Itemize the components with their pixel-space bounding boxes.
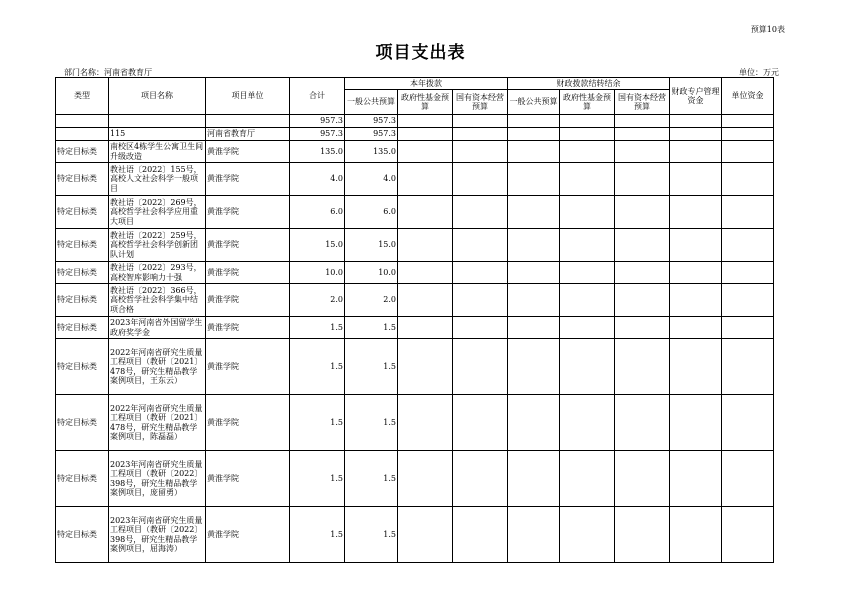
cell-total: 1.5 — [290, 317, 345, 339]
table-row — [56, 395, 774, 451]
cell-type: 特定目标类 — [56, 141, 109, 163]
cell-project-name — [109, 115, 206, 128]
cell-empty — [670, 262, 722, 284]
project-name-text: 教社语〔2022〕366号，高校哲学社会科学集中结项合格 — [110, 286, 202, 314]
table-row — [56, 115, 774, 128]
cell-empty — [722, 128, 774, 141]
cell-empty — [508, 163, 560, 196]
cell-empty — [398, 115, 453, 128]
table-row — [56, 196, 774, 229]
cell-empty — [560, 395, 615, 451]
cell-project-name — [109, 229, 206, 262]
col-group-current-year: 本年拨款 — [345, 78, 508, 90]
project-name-text: 2023年河南省研究生质量工程项目（教研〔2022〕398号，研究生精品教学案例项目，庞留勇） — [110, 460, 203, 497]
cell-empty — [508, 451, 560, 507]
cell-project-unit: 黄淮学院 — [206, 507, 290, 563]
project-name-text: 教社语〔2022〕269号，高校哲学社会科学应用重大项目 — [110, 198, 202, 226]
cell-empty — [398, 196, 453, 229]
cell-empty — [508, 229, 560, 262]
cell-empty — [560, 196, 615, 229]
cell-project-name — [109, 163, 206, 196]
cell-empty — [398, 317, 453, 339]
cell-total: 135.0 — [290, 141, 345, 163]
cell-type: 特定目标类 — [56, 163, 109, 196]
cell-empty — [453, 507, 508, 563]
cell-general-budget: 1.5 — [345, 395, 398, 451]
cell-general-budget: 1.5 — [345, 507, 398, 563]
cell-general-budget: 2.0 — [345, 284, 398, 317]
cell-empty — [453, 229, 508, 262]
cell-empty — [560, 339, 615, 395]
cell-project-unit: 黄淮学院 — [206, 196, 290, 229]
cell-project-unit: 黄淮学院 — [206, 317, 290, 339]
cell-empty — [722, 115, 774, 128]
cell-project-name — [109, 196, 206, 229]
cell-empty — [670, 115, 722, 128]
table-row — [56, 317, 774, 339]
cell-type: 特定目标类 — [56, 196, 109, 229]
cell-empty — [670, 395, 722, 451]
cell-empty — [560, 507, 615, 563]
cell-empty — [508, 395, 560, 451]
cell-total: 10.0 — [290, 262, 345, 284]
cell-empty — [398, 284, 453, 317]
cell-general-budget: 1.5 — [345, 451, 398, 507]
cell-empty — [722, 196, 774, 229]
department-name: 河南省教育厅 — [104, 68, 152, 77]
page-code: 预算10表 — [750, 25, 785, 34]
cell-project-unit: 黄淮学院 — [206, 229, 290, 262]
col-gov-fund-carryover: 政府性基金预算 — [560, 90, 615, 115]
cell-empty — [398, 262, 453, 284]
cell-empty — [560, 229, 615, 262]
cell-empty — [453, 163, 508, 196]
cell-type: 特定目标类 — [56, 229, 109, 262]
cell-type: 特定目标类 — [56, 317, 109, 339]
cell-empty — [670, 229, 722, 262]
cell-empty — [453, 128, 508, 141]
project-name-text: 教社语〔2022〕259号，高校哲学社会科学创新团队计划 — [110, 231, 202, 259]
project-name-text: 教社语〔2022〕155号，高校人文社会科学一般项目 — [110, 165, 202, 193]
cell-total: 6.0 — [290, 196, 345, 229]
cell-empty — [722, 262, 774, 284]
cell-project-name — [109, 395, 206, 451]
cell-empty — [670, 507, 722, 563]
table-row — [56, 128, 774, 141]
cell-general-budget: 957.3 — [345, 128, 398, 141]
cell-empty — [670, 317, 722, 339]
unit-label: 单位：万元 — [739, 68, 779, 77]
cell-empty — [398, 163, 453, 196]
cell-general-budget: 1.5 — [345, 317, 398, 339]
cell-type: 特定目标类 — [56, 339, 109, 395]
project-name-text: 2022年河南省研究生质量工程项目（教研〔2021〕478号，研究生精品教学案例项目，王东云） — [110, 348, 203, 385]
cell-empty — [615, 262, 670, 284]
project-name-text: 115 — [110, 129, 126, 139]
cell-empty — [722, 451, 774, 507]
cell-empty — [508, 284, 560, 317]
cell-type — [56, 128, 109, 141]
cell-empty — [670, 141, 722, 163]
project-name-text: 2022年河南省研究生质量工程项目（教研〔2021〕478号，研究生精品教学案例项目，陈磊磊） — [110, 404, 203, 441]
cell-empty — [398, 229, 453, 262]
cell-empty — [615, 141, 670, 163]
cell-project-unit: 黄淮学院 — [206, 339, 290, 395]
cell-type: 特定目标类 — [56, 395, 109, 451]
cell-type: 特定目标类 — [56, 284, 109, 317]
cell-general-budget: 15.0 — [345, 229, 398, 262]
cell-project-name — [109, 128, 206, 141]
cell-general-budget: 1.5 — [345, 339, 398, 395]
cell-empty — [508, 115, 560, 128]
cell-empty — [453, 196, 508, 229]
cell-empty — [453, 395, 508, 451]
cell-empty — [615, 284, 670, 317]
col-special-fund: 财政专户管理资金 — [670, 78, 722, 115]
cell-empty — [722, 163, 774, 196]
cell-project-unit: 黄淮学院 — [206, 262, 290, 284]
cell-empty — [722, 339, 774, 395]
cell-total: 2.0 — [290, 284, 345, 317]
cell-type: 特定目标类 — [56, 262, 109, 284]
cell-empty — [398, 339, 453, 395]
department-label-text: 部门名称： — [64, 68, 104, 77]
cell-type — [56, 115, 109, 128]
cell-empty — [615, 451, 670, 507]
cell-empty — [722, 317, 774, 339]
cell-general-budget: 6.0 — [345, 196, 398, 229]
cell-empty — [560, 451, 615, 507]
page-title: 项目支出表 — [375, 43, 466, 63]
table-row — [56, 339, 774, 395]
cell-empty — [615, 196, 670, 229]
cell-total: 957.3 — [290, 115, 345, 128]
cell-project-name — [109, 284, 206, 317]
cell-empty — [670, 451, 722, 507]
cell-empty — [615, 128, 670, 141]
col-type: 类型 — [56, 78, 109, 115]
cell-empty — [722, 284, 774, 317]
cell-total: 4.0 — [290, 163, 345, 196]
table-row — [56, 163, 774, 196]
cell-general-budget: 135.0 — [345, 141, 398, 163]
cell-empty — [453, 115, 508, 128]
col-project-name: 项目名称 — [109, 78, 206, 115]
cell-total: 1.5 — [290, 507, 345, 563]
cell-empty — [615, 163, 670, 196]
cell-project-name — [109, 262, 206, 284]
cell-empty — [398, 395, 453, 451]
cell-empty — [670, 128, 722, 141]
cell-empty — [508, 339, 560, 395]
col-group-carryover: 财政拨款结转结余 — [508, 78, 670, 90]
cell-empty — [508, 317, 560, 339]
cell-empty — [508, 507, 560, 563]
cell-total: 15.0 — [290, 229, 345, 262]
cell-empty — [615, 229, 670, 262]
cell-empty — [670, 339, 722, 395]
table-row — [56, 229, 774, 262]
cell-empty — [670, 163, 722, 196]
cell-empty — [398, 141, 453, 163]
cell-project-name — [109, 339, 206, 395]
col-state-capital: 国有资本经营预算 — [453, 90, 508, 115]
cell-general-budget: 4.0 — [345, 163, 398, 196]
cell-empty — [615, 317, 670, 339]
cell-empty — [615, 339, 670, 395]
cell-type: 特定目标类 — [56, 451, 109, 507]
col-state-capital-carryover: 国有资本经营预算 — [615, 90, 670, 115]
cell-empty — [508, 196, 560, 229]
table-row — [56, 262, 774, 284]
cell-project-unit: 黄淮学院 — [206, 163, 290, 196]
cell-general-budget: 10.0 — [345, 262, 398, 284]
col-gov-fund: 政府性基金预算 — [398, 90, 453, 115]
cell-project-unit: 河南省教育厅 — [206, 128, 290, 141]
cell-empty — [398, 451, 453, 507]
cell-empty — [560, 284, 615, 317]
cell-project-unit: 黄淮学院 — [206, 451, 290, 507]
col-project-unit: 项目单位 — [206, 78, 290, 115]
cell-project-unit: 黄淮学院 — [206, 284, 290, 317]
cell-project-unit: 黄淮学院 — [206, 395, 290, 451]
project-name-text: 2023年河南省研究生质量工程项目（教研〔2022〕398号，研究生精品教学案例项目，屈海涛） — [110, 516, 203, 553]
cell-empty — [722, 141, 774, 163]
cell-empty — [560, 262, 615, 284]
cell-empty — [508, 262, 560, 284]
col-total: 合计 — [290, 78, 345, 115]
cell-project-name — [109, 507, 206, 563]
cell-general-budget: 957.3 — [345, 115, 398, 128]
cell-empty — [398, 128, 453, 141]
cell-empty — [453, 284, 508, 317]
table-row — [56, 507, 774, 563]
project-expense-table — [55, 77, 774, 563]
cell-empty — [615, 507, 670, 563]
cell-total: 1.5 — [290, 395, 345, 451]
cell-empty — [508, 141, 560, 163]
cell-empty — [615, 115, 670, 128]
cell-empty — [670, 196, 722, 229]
cell-empty — [560, 128, 615, 141]
cell-project-name — [109, 451, 206, 507]
cell-empty — [722, 507, 774, 563]
cell-empty — [560, 115, 615, 128]
cell-empty — [560, 163, 615, 196]
cell-empty — [453, 317, 508, 339]
cell-empty — [453, 451, 508, 507]
cell-total: 957.3 — [290, 128, 345, 141]
project-name-text: 南校区4栋学生公寓卫生间升级改造 — [110, 142, 204, 161]
cell-project-name — [109, 317, 206, 339]
cell-empty — [560, 317, 615, 339]
col-general-budget-carryover: 一般公共预算 — [508, 90, 560, 115]
project-name-text: 教社语〔2022〕293号，高校智库影响力十强 — [110, 263, 202, 282]
cell-empty — [453, 262, 508, 284]
project-name-text: 2023年河南省外国留学生政府奖学金 — [110, 318, 203, 337]
cell-project-unit: 黄淮学院 — [206, 141, 290, 163]
table-row — [56, 141, 774, 163]
cell-project-unit — [206, 115, 290, 128]
cell-empty — [615, 395, 670, 451]
cell-empty — [453, 141, 508, 163]
table-row — [56, 451, 774, 507]
cell-empty — [560, 141, 615, 163]
col-unit-fund: 单位资金 — [722, 78, 774, 115]
cell-total: 1.5 — [290, 339, 345, 395]
cell-type: 特定目标类 — [56, 507, 109, 563]
cell-empty — [453, 339, 508, 395]
cell-project-name — [109, 141, 206, 163]
cell-empty — [670, 284, 722, 317]
cell-empty — [508, 128, 560, 141]
cell-empty — [722, 229, 774, 262]
table-row — [56, 284, 774, 317]
cell-total: 1.5 — [290, 451, 345, 507]
cell-empty — [398, 507, 453, 563]
cell-empty — [722, 395, 774, 451]
col-general-budget: 一般公共预算 — [345, 90, 398, 115]
